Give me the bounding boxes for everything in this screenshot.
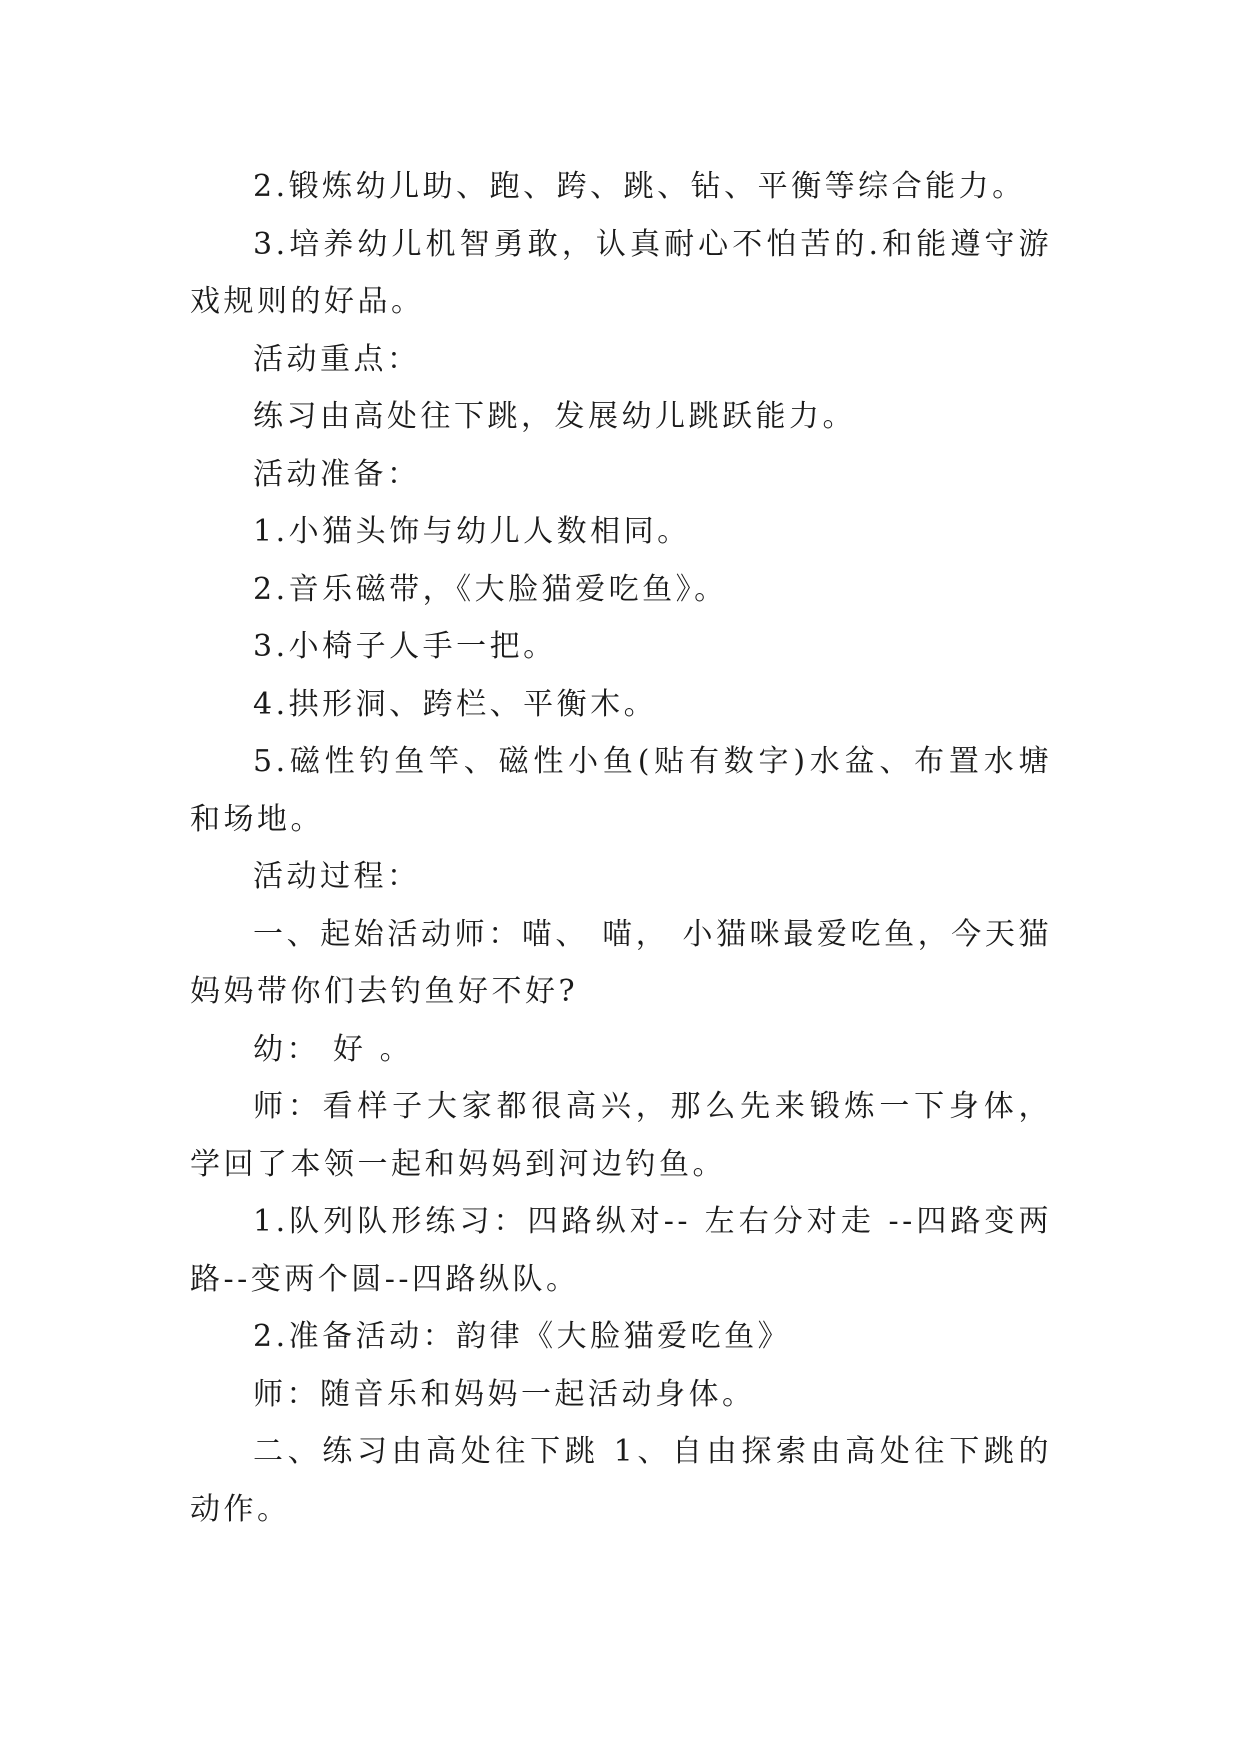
paragraph-preparation-1: 1.小猫头饰与幼儿人数相同。 — [253, 514, 691, 549]
heading-activity-process: 活动过程： — [253, 859, 421, 894]
document-body — [190, 158, 1052, 1538]
paragraph-preparation-3: 3.小椅子人手一把。 — [253, 629, 557, 664]
paragraph-formation-practice: 1.队列队形练习：四路纵对-- 左右分对走 --四路变两路--变两个圆--四路纵队。 — [190, 1204, 1052, 1297]
paragraph-teacher-warmup: 师：随音乐和妈妈一起活动身体。 — [253, 1376, 756, 1412]
paragraph-warmup: 2.准备活动：韵律《大脸猫爱吃鱼》 — [253, 1319, 792, 1354]
paragraph-goal-3: 3.培养幼儿机智勇敢，认真耐心不怕苦的.和能遵守游戏规则的好品。 — [190, 226, 1052, 319]
paragraph-preparation-5: 5.磁性钓鱼竿、磁性小鱼(贴有数字)水盆、布置水塘和场地。 — [190, 744, 1052, 837]
heading-activity-preparation: 活动准备： — [253, 456, 421, 492]
paragraph-preparation-4: 4.拱形洞、跨栏、平衡木。 — [253, 686, 658, 722]
heading-activity-focus: 活动重点： — [253, 341, 421, 377]
paragraph-jump-practice: 二、练习由高处往下跳 1、自由探索由高处往下跳的动作。 — [190, 1434, 1052, 1527]
paragraph-preparation-2: 2.音乐磁带，《大脸猫爱吃鱼》。 — [253, 571, 728, 607]
paragraph-activity-focus: 练习由高处往下跳，发展幼儿跳跃能力。 — [253, 399, 856, 434]
paragraph-process-start: 一、起始活动师：喵、 喵， 小猫咪最爱吃鱼，今天猫妈妈带你们去钓鱼好不好? — [190, 916, 1052, 1009]
paragraph-goal-2: 2.锻炼幼儿助、跑、跨、跳、钻、平衡等综合能力。 — [253, 169, 1026, 204]
paragraph-teacher-line: 师：看样子大家都很高兴，那么先来锻炼一下身体，学回了本领一起和妈妈到河边钓鱼。 — [190, 1089, 1052, 1182]
paragraph-child-reply: 幼： 好 。 — [253, 1031, 414, 1067]
